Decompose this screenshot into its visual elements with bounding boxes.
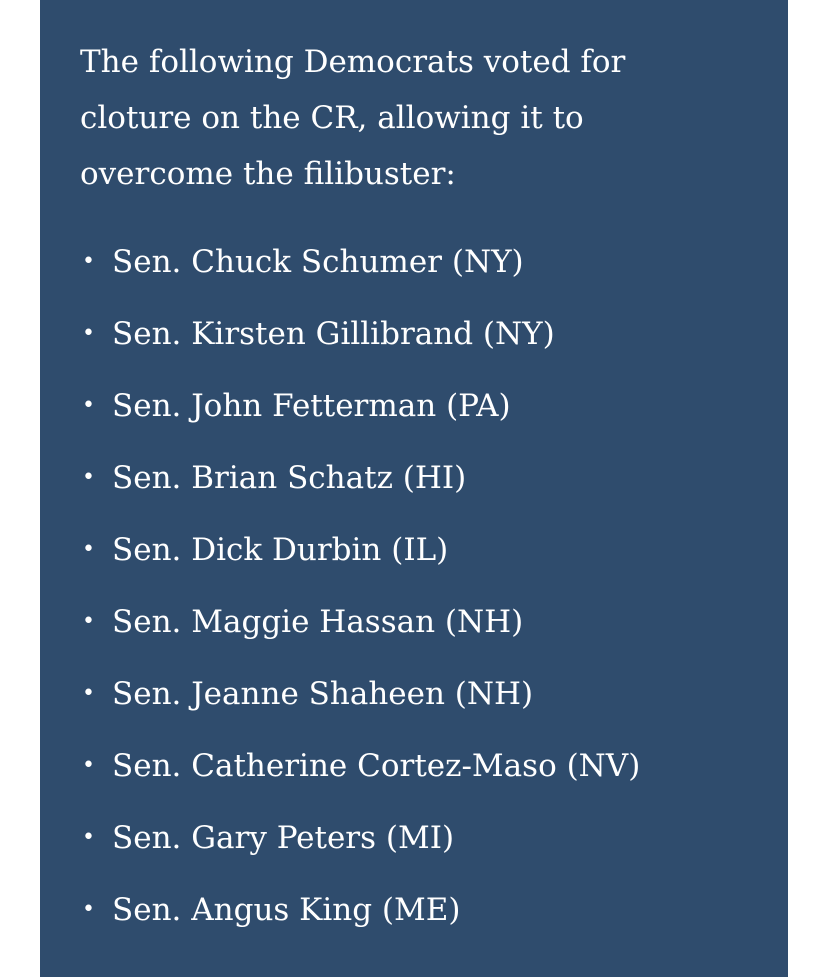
list-item: [80, 802, 768, 874]
bullet-icon: •: [82, 321, 95, 346]
bullet-icon: •: [82, 393, 95, 418]
bullet-icon: •: [82, 537, 95, 562]
senator-name: Sen. Dick Durbin (IL): [112, 532, 449, 568]
intro-paragraph: The following Democrats voted for cloture on the CR, allowing it to overcome the filibuster:: [80, 44, 626, 192]
bullet-icon: •: [82, 753, 95, 778]
bullet-icon: •: [82, 609, 95, 634]
bullet-icon: •: [82, 465, 95, 490]
senator-list: [80, 226, 768, 946]
senator-name: Sen. Jeanne Shaheen (NH): [112, 676, 534, 712]
list-item: [80, 658, 768, 730]
bullet-icon: •: [82, 249, 95, 274]
senator-name: Sen. Angus King (ME): [112, 892, 461, 928]
bullet-icon: •: [82, 681, 95, 706]
list-item: [80, 370, 768, 442]
bullet-icon: •: [82, 825, 95, 850]
list-item: [80, 442, 768, 514]
senator-name: Sen. Catherine Cortez-Maso (NV): [112, 748, 641, 784]
senator-name: Sen. Kirsten Gillibrand (NY): [112, 316, 555, 352]
list-item: [80, 514, 768, 586]
bullet-icon: •: [82, 897, 95, 922]
list-item: [80, 874, 768, 946]
list-item: [80, 586, 768, 658]
senator-name: Sen. Maggie Hassan (NH): [112, 604, 524, 640]
callout-panel: [40, 0, 788, 977]
senator-name: Sen. John Fetterman (PA): [112, 388, 511, 424]
senator-name: Sen. Brian Schatz (HI): [112, 460, 467, 496]
senator-name: Sen. Chuck Schumer (NY): [112, 244, 524, 280]
list-item: [80, 226, 768, 298]
senator-name: Sen. Gary Peters (MI): [112, 820, 455, 856]
list-item: [80, 298, 768, 370]
list-item: [80, 730, 768, 802]
